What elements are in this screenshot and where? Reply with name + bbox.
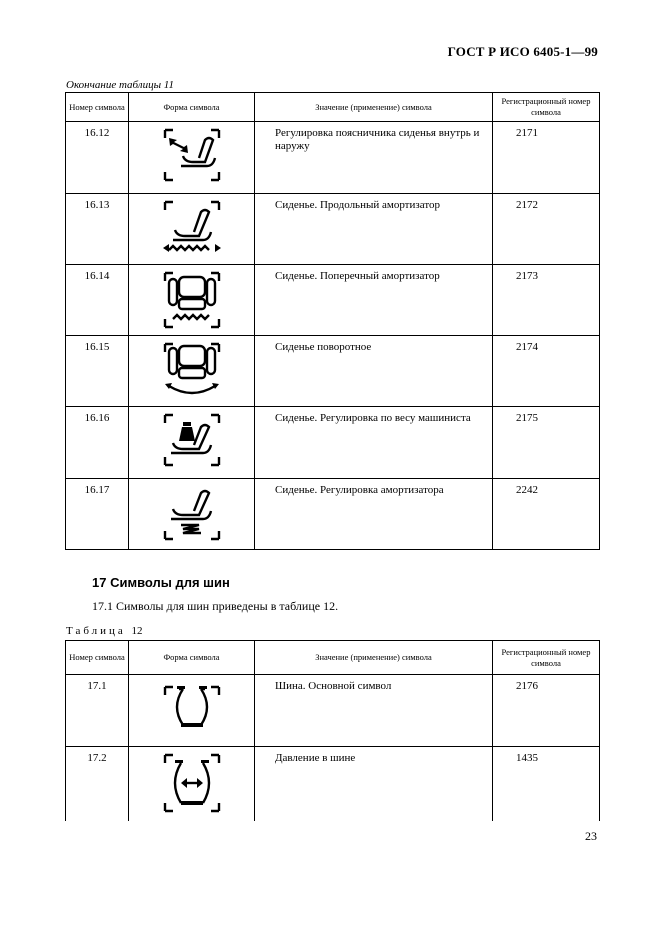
symbol-shape-cell xyxy=(129,675,255,747)
col-header-meaning: Значение (применение) символа xyxy=(255,641,493,675)
page-number: 23 xyxy=(585,829,597,843)
table-row xyxy=(66,407,600,479)
col-header-number: Номер символа xyxy=(66,641,129,675)
tire-basic-icon xyxy=(161,679,223,735)
symbol-shape-cell xyxy=(129,747,255,821)
table-row xyxy=(66,265,600,336)
symbol-meaning: Давление в шине xyxy=(255,747,493,821)
table-row xyxy=(66,675,600,747)
seat-fore-aft-isolator-icon xyxy=(161,198,223,258)
symbol-regnum: 2173 xyxy=(493,265,600,336)
symbol-regnum: 1435 xyxy=(493,747,600,821)
symbol-number: 16.14 xyxy=(66,265,129,336)
table-header-row xyxy=(66,641,600,675)
symbol-regnum: 2176 xyxy=(493,675,600,747)
col-header-shape: Форма символа xyxy=(129,93,255,122)
table-row xyxy=(66,194,600,265)
document-header: ГОСТ Р ИСО 6405-1—99 xyxy=(447,44,598,59)
seat-suspension-adjust-icon xyxy=(161,483,223,543)
table-row xyxy=(66,747,600,821)
symbol-meaning: Шина. Основной символ xyxy=(255,675,493,747)
table12-caption-word: Таблица xyxy=(66,625,126,637)
col-header-shape: Форма символа xyxy=(129,641,255,675)
table11-caption: Окончание таблицы 11 xyxy=(66,79,174,91)
table-row xyxy=(66,122,600,194)
symbol-regnum: 2242 xyxy=(493,479,600,550)
table12-caption-number: 12 xyxy=(131,625,143,637)
symbol-regnum: 2175 xyxy=(493,407,600,479)
symbol-number: 17.2 xyxy=(66,747,129,821)
symbol-meaning: Сиденье. Регулировка по весу машиниста xyxy=(255,407,493,479)
symbol-shape-cell xyxy=(129,407,255,479)
symbol-number: 16.12 xyxy=(66,122,129,194)
table-11 xyxy=(65,92,600,550)
table12-caption xyxy=(66,625,143,637)
col-header-regnum: Регистрационный номер символа xyxy=(493,641,600,675)
col-header-number: Номер символа xyxy=(66,93,129,122)
section-heading: 17 Символы для шин xyxy=(92,575,230,590)
tire-pressure-icon xyxy=(161,751,223,815)
symbol-meaning: Сиденье. Регулировка амортизатора xyxy=(255,479,493,550)
table-row xyxy=(66,479,600,550)
symbol-shape-cell xyxy=(129,336,255,407)
seat-weight-adjust-icon xyxy=(161,411,223,469)
symbol-meaning: Регулировка поясничника сиденья внутрь и наружу xyxy=(255,122,493,194)
table-row xyxy=(66,336,600,407)
symbol-shape-cell xyxy=(129,194,255,265)
symbol-number: 16.16 xyxy=(66,407,129,479)
section-paragraph: 17.1 Символы для шин приведены в таблице 12. xyxy=(92,599,339,613)
symbol-shape-cell xyxy=(129,122,255,194)
col-header-meaning: Значение (применение) символа xyxy=(255,93,493,122)
symbol-number: 16.15 xyxy=(66,336,129,407)
symbol-number: 16.13 xyxy=(66,194,129,265)
symbol-meaning: Сиденье. Поперечный амортизатор xyxy=(255,265,493,336)
symbol-regnum: 2172 xyxy=(493,194,600,265)
table-12 xyxy=(65,640,600,821)
symbol-meaning: Сиденье. Продольный амортизатор xyxy=(255,194,493,265)
seat-lateral-isolator-icon xyxy=(161,269,223,331)
symbol-meaning: Сиденье поворотное xyxy=(255,336,493,407)
symbol-shape-cell xyxy=(129,479,255,550)
symbol-number: 16.17 xyxy=(66,479,129,550)
symbol-number: 17.1 xyxy=(66,675,129,747)
table-header-row xyxy=(66,93,600,122)
seat-swivel-icon xyxy=(161,340,223,400)
seat-lumbar-adjust-icon xyxy=(161,126,223,184)
symbol-shape-cell xyxy=(129,265,255,336)
symbol-regnum: 2171 xyxy=(493,122,600,194)
symbol-regnum: 2174 xyxy=(493,336,600,407)
col-header-regnum: Регистрационный номер символа xyxy=(493,93,600,122)
